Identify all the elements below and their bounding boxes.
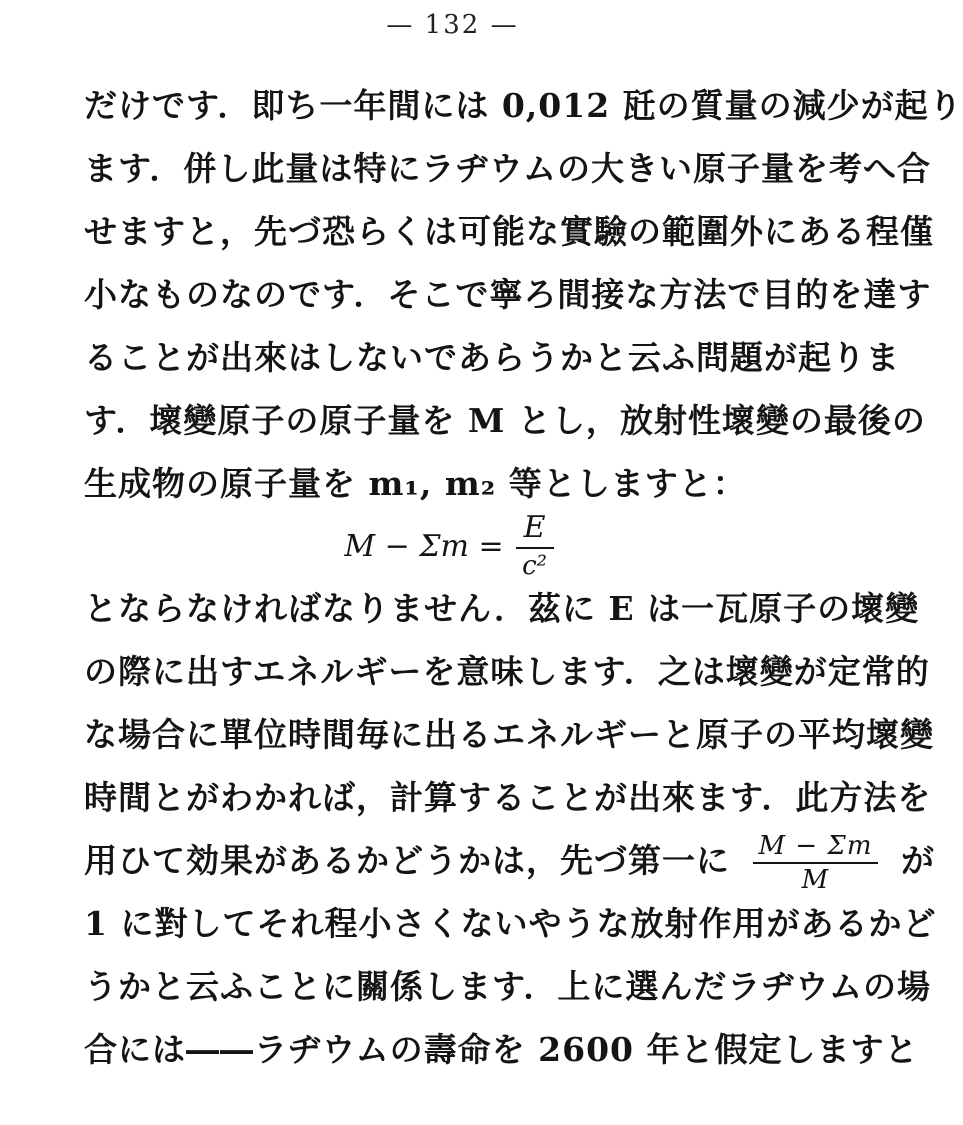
text-line-6: す．壞變原子の原子量を M とし，放射性壞變の最後の — [84, 401, 926, 440]
equation-lhs: M − Σm = — [344, 528, 504, 564]
text-line-12-before: 用ひて効果があるかどうかは，先づ第一に — [84, 841, 730, 880]
text-line-7: 生成物の原子量を m₁, m₂ 等としますと： — [84, 464, 747, 503]
text-line-11: 時間とがわかれば，計算することが出來ます．此方法を — [84, 778, 932, 817]
inline-fraction — [753, 833, 879, 893]
equation-numerator: E — [516, 513, 554, 549]
text-line-4: 小なものなのです．そこで寧ろ間接な方法で目的を達す — [84, 275, 932, 314]
text-line-13: 1 に對してそれ程小さくないやうな放射作用があるかど — [84, 904, 937, 943]
text-line-9: の際に出すエネルギーを意味します．之は壞變が定常的 — [84, 652, 930, 691]
equation-denominator: c² — [522, 551, 548, 581]
page-number: — 132 — — [386, 10, 519, 40]
inline-fraction-numerator: M − Σm — [753, 833, 879, 864]
body-text — [84, 74, 963, 1081]
text-line-12-after: が — [900, 841, 935, 880]
text-line-10: な場合に單位時間毎に出るエネルギーと原子の平均壞變 — [84, 715, 934, 754]
text-line-3: せますと，先づ恐らくは可能な實驗の範圍外にある程僅 — [84, 212, 934, 251]
text-line-15: 合には――ラヂウムの壽命を 2600 年と假定しますと — [84, 1030, 919, 1069]
text-line-5: ることが出來はしないであらうかと云ふ問題が起りま — [84, 338, 900, 377]
equation-fraction — [516, 510, 554, 581]
text-line-2: ます．併し此量は特にラヂウムの大きい原子量を考へ合 — [84, 149, 932, 188]
text-line-1: だけです．即ち一年間には 0,012 瓩の質量の減少が起り — [84, 86, 963, 125]
text-line-8: とならなければなりません．茲に E は一瓦原子の壞變 — [84, 589, 920, 628]
mass-energy-equation — [84, 510, 814, 581]
text-line-14: うかと云ふことに關係します．上に選んだラヂウムの場 — [84, 967, 932, 1006]
inline-fraction-denominator: M — [801, 865, 830, 895]
